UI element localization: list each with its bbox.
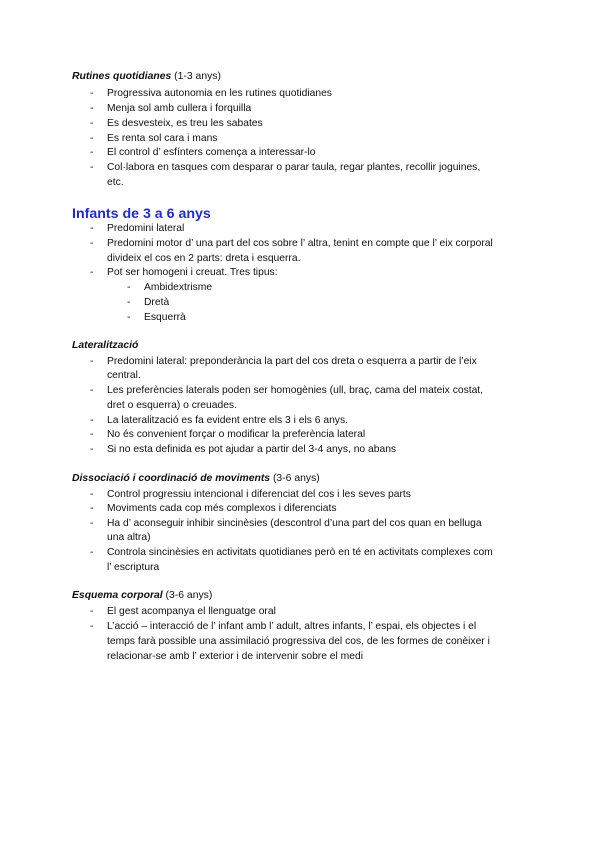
list-item-line: dret o esquerra) o creuades. bbox=[107, 400, 237, 411]
sub-bullet-dash: - bbox=[127, 297, 131, 308]
list-item: El gest acompanya el llenguatge oral bbox=[107, 606, 276, 617]
list-item-line: una altra) bbox=[107, 532, 151, 543]
section-age-range: (3-6 anys) bbox=[162, 590, 213, 601]
section-age-range: (1-3 anys) bbox=[171, 71, 221, 82]
list-item-line: Ha d’ aconseguir inhibir sincinèsies (descontrol d’una part del cos quan en belluga bbox=[107, 518, 482, 529]
section-age-range: (3-6 anys) bbox=[270, 473, 320, 484]
bullet-dash: - bbox=[90, 238, 94, 249]
bullet-dash: - bbox=[90, 606, 94, 617]
list-item-line: relacionar-se amb l’ exterior i de intervenir sobre el medi bbox=[107, 651, 364, 662]
list-item: Predomini lateral bbox=[107, 223, 185, 234]
bullet-dash: - bbox=[90, 429, 94, 440]
list-item: Pot ser homogeni i creuat. Tres tipus: bbox=[107, 267, 278, 278]
sub-list-item: Dretà bbox=[144, 297, 170, 308]
bullet-dash: - bbox=[90, 133, 94, 144]
bullet-dash: - bbox=[90, 547, 94, 558]
list-item-line: temps farà possible una assimilació progressiva del cos, de les formes de conèixer i bbox=[107, 636, 490, 647]
section-title: Esquema corporal bbox=[72, 590, 163, 601]
list-item: Si no esta definida es pot ajudar a partir del 3-4 anys, no abans bbox=[107, 444, 397, 455]
section-heading-dissociacio bbox=[72, 472, 320, 486]
bullet-dash: - bbox=[90, 103, 94, 114]
list-item: No és convenient forçar o modificar la preferència lateral bbox=[107, 429, 366, 440]
list-item: Es desvesteix, es treu les sabates bbox=[107, 118, 263, 129]
section-heading-lateralitzacio bbox=[72, 339, 138, 353]
list-item-line: divideix el cos en 2 parts: dreta i esquerra. bbox=[107, 253, 301, 264]
list-item: El control d’ esfínters comença a interessar-lo bbox=[107, 147, 316, 158]
section-title: Lateralització bbox=[72, 340, 139, 351]
list-item: La lateralització es fa evident entre els 3 i els 6 anys. bbox=[107, 415, 348, 426]
bullet-dash: - bbox=[90, 356, 94, 367]
bullet-dash: - bbox=[90, 147, 94, 158]
list-item: Progressiva autonomia en les rutines quotidianes bbox=[107, 88, 332, 99]
list-item-line: L’acció – interacció de l’ infant amb l’ adult, altres infants, l’ espai, els objectes i el bbox=[107, 621, 477, 632]
list-item-line: Predomini motor d’ una part del cos sobre l’ altra, tenint en compte que l’ eix corporal bbox=[107, 238, 493, 249]
bullet-dash: - bbox=[90, 518, 94, 529]
list-item: Menja sol amb cullera i forquilla bbox=[107, 103, 252, 114]
bullet-dash: - bbox=[90, 118, 94, 129]
bullet-dash: - bbox=[90, 385, 94, 396]
list-item-line: Les preferències laterals poden ser homogènies (ull, braç, cama del mateix costat, bbox=[107, 385, 484, 396]
bullet-dash: - bbox=[90, 489, 94, 500]
bullet-dash: - bbox=[90, 444, 94, 455]
section-title: Rutines quotidianes bbox=[72, 71, 172, 82]
bullet-dash: - bbox=[90, 223, 94, 234]
bullet-dash: - bbox=[90, 88, 94, 99]
section-title: Dissociació i coordinació de moviments bbox=[72, 473, 271, 484]
bullet-dash: - bbox=[90, 503, 94, 514]
section-heading-rutines bbox=[72, 70, 221, 84]
list-item: Control progressiu intencional i diferenciat del cos i les seves parts bbox=[107, 489, 411, 500]
list-item: Moviments cada cop més complexos i diferenciats bbox=[107, 503, 337, 514]
list-item-line: central. bbox=[107, 370, 141, 381]
sub-bullet-dash: - bbox=[127, 312, 131, 323]
list-item-line: Controla sincinèsies en activitats quotidianes però en té en activitats complexes com bbox=[107, 547, 493, 558]
section-heading-esquema bbox=[72, 589, 212, 603]
sub-bullet-dash: - bbox=[127, 282, 131, 293]
page-subtitle: Infants de 3 a 6 anys bbox=[72, 206, 211, 222]
bullet-dash: - bbox=[90, 267, 94, 278]
sub-list-item: Ambidextrisme bbox=[144, 282, 213, 293]
bullet-dash: - bbox=[90, 415, 94, 426]
list-item-line: l’ escriptura bbox=[107, 562, 160, 573]
sub-list-item: Esquerrà bbox=[144, 312, 186, 323]
list-item: Es renta sol cara i mans bbox=[107, 133, 218, 144]
list-item-line: Col·labora en tasques com desparar o parar taula, regar plantes, recollir joguines, bbox=[107, 162, 481, 173]
list-item-line: Predomini lateral: preponderància la part del cos dreta o esquerra a partir de l’eix bbox=[107, 356, 477, 367]
bullet-dash: - bbox=[90, 162, 94, 173]
list-item-line: etc. bbox=[107, 177, 124, 188]
bullet-dash: - bbox=[90, 621, 94, 632]
